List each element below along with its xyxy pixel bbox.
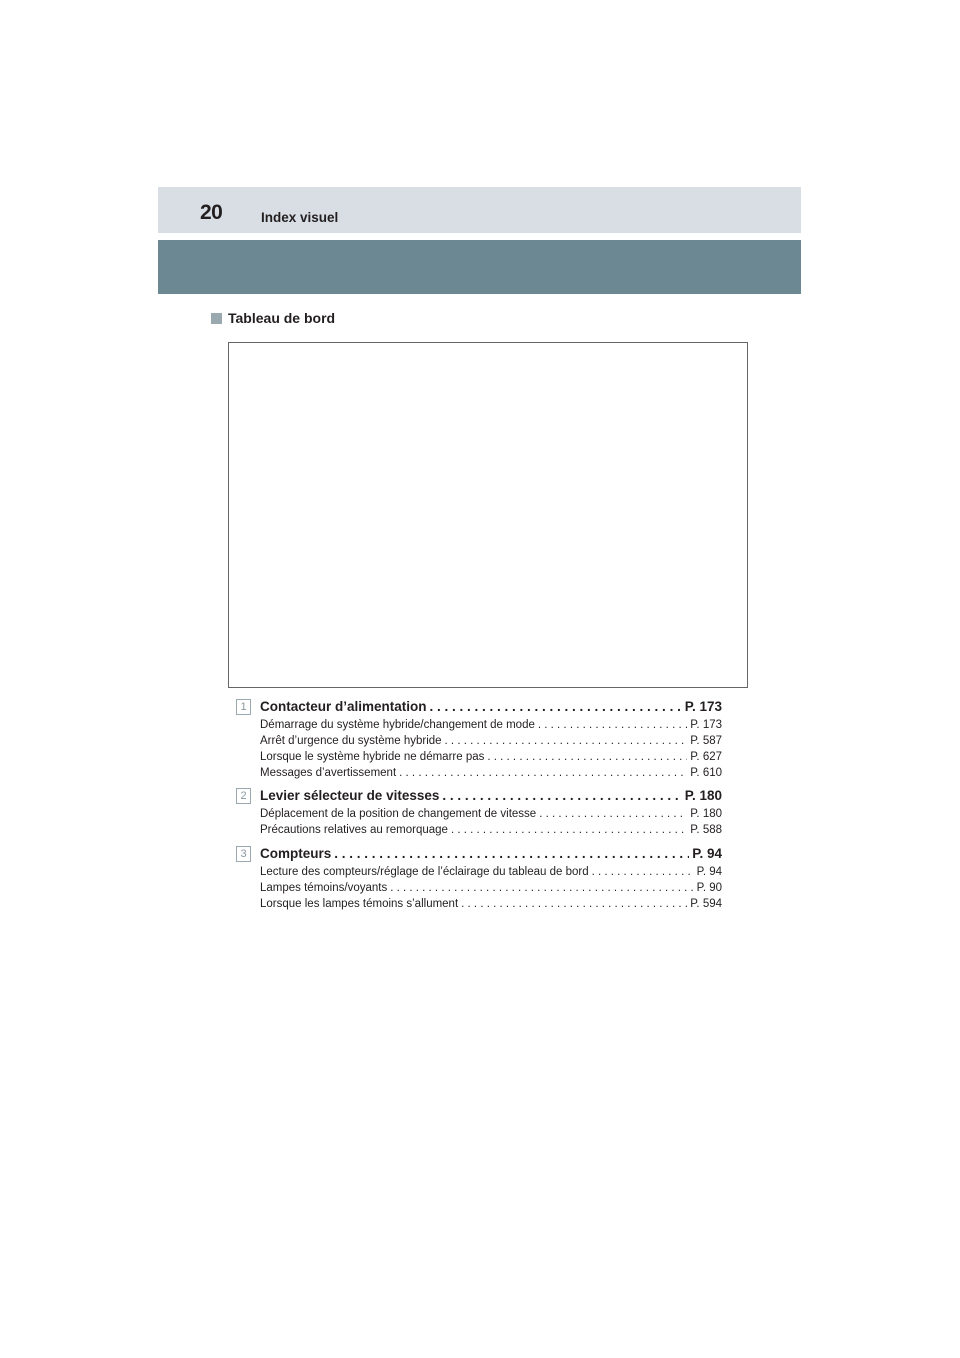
leader-dots [399,765,687,781]
entry-page-ref: P. 173 [684,699,722,714]
entry-title-line[interactable] [260,844,722,864]
page-number: 20 [200,201,223,224]
entry-item-page: P. 94 [696,866,722,878]
dashboard-image-frame [228,342,748,688]
entry-page-ref: P. 180 [684,788,722,803]
entry-item-text: Lorsque le système hybride ne démarre pas [260,751,485,763]
entry-item-page: P. 173 [690,719,722,731]
subheading [211,309,335,327]
entry-item-text: Lecture des compteurs/réglage de l’éclairage du tableau de bord [260,866,589,878]
entry-title: Levier sélecteur de vitesses [260,788,440,803]
entry-item-page: P. 610 [690,767,722,779]
leader-dots [430,697,682,717]
entry-item-text: Lampes témoins/voyants [260,882,388,894]
entry-item[interactable] [260,822,722,838]
entry-title-line[interactable] [260,697,722,717]
leader-dots [487,749,687,765]
entry-item-text: Démarrage du système hybride/changement de mode [260,719,535,731]
entry-item[interactable] [260,733,722,749]
leader-dots [442,786,681,806]
entry-number-badge: 2 [236,788,251,804]
entry-item-text: Lorsque les lampes témoins s’allument [260,898,459,910]
entry-item[interactable] [260,717,722,733]
header-band [158,187,801,233]
entry-item[interactable] [260,765,722,781]
entry-title: Contacteur d’alimentation [260,699,427,714]
entry-item-page: P. 587 [690,735,722,747]
entry-item-text: Messages d’avertissement [260,767,397,779]
entry-item-page: P. 627 [690,751,722,763]
leader-dots [451,822,687,838]
leader-dots [539,806,687,822]
leader-dots [538,717,687,733]
entry-item-page: P. 594 [690,898,722,910]
entry-item[interactable] [260,864,722,880]
section-title: Index visuel [261,210,339,225]
entry-page-ref: P. 94 [692,846,722,861]
title-band [158,240,801,294]
entry-item[interactable] [260,896,722,912]
entry-item-text: Arrêt d’urgence du système hybride [260,735,442,747]
entry-item-text: Précautions relatives au remorquage [260,824,448,836]
entry-item[interactable] [260,749,722,765]
entry-item[interactable] [260,880,722,896]
leader-dots [592,864,694,880]
entry-item-page: P. 90 [696,882,722,894]
entry-item-page: P. 180 [690,808,722,820]
square-icon [211,313,222,324]
entry-title-line[interactable] [260,786,722,806]
entry-title: Compteurs [260,846,332,861]
entry-number-badge: 3 [236,846,251,862]
subheading-text: Tableau de bord [228,310,336,326]
entry-item-text: Déplacement de la position de changement de vitesse [260,808,537,820]
leader-dots [445,733,688,749]
entry-number-badge: 1 [236,699,251,715]
leader-dots [390,880,693,896]
entry-item-page: P. 588 [690,824,722,836]
entry-item[interactable] [260,806,722,822]
leader-dots [334,844,689,864]
leader-dots [461,896,687,912]
